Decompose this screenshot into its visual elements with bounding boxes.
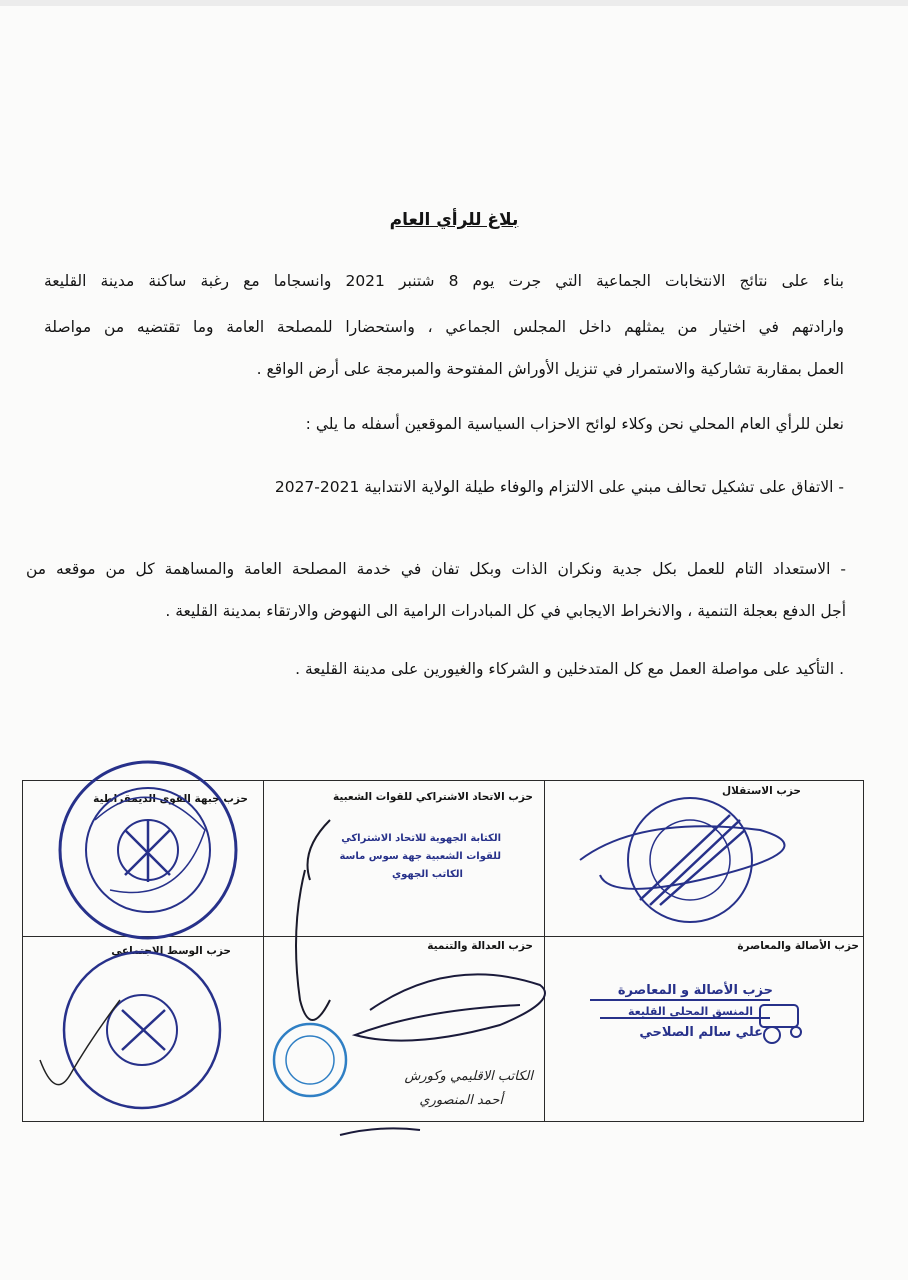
stamp-pam-line-3: علي سالم الصلاحي xyxy=(639,1025,763,1040)
agreement-item-1: - الاتفاق على تشكيل تحالف مبني على الالتزام والوفاء طيلة الولاية الانتدابية 2021-2027 xyxy=(274,478,844,496)
paragraph-line-3: العمل بمقاربة تشاركية والاستمرار في تنزيل الأوراش المفتوحة والمبرمجة على أرض الواقع . xyxy=(256,360,844,378)
paragraph-line-1: بناء على نتائج الانتخابات الجماعية التي جرت يوم 8 شتنبر 2021 وانسجاما مع رغبة ساكنة مدينة القليعة xyxy=(44,272,844,290)
stamp-pam-line-1: حزب الأصالة و المعاصرة xyxy=(617,983,773,998)
stamp-pam-line-2: المنسق المحلي القليعة xyxy=(627,1005,753,1018)
seal-wasat-icon xyxy=(40,952,220,1108)
party-label-pam: حزب الأصالة والمعاصرة xyxy=(737,940,859,952)
party-label-usfp: حزب الاتحاد الاشتراكي للقوات الشعبية xyxy=(332,791,533,803)
seal-istiqlal-icon xyxy=(580,798,785,922)
seal-pam-icon xyxy=(590,1000,801,1043)
seal-pjd-icon xyxy=(274,1024,346,1096)
handwritten-pjd-line-1: الكاتب الاقليمي وكورش xyxy=(404,1069,533,1084)
stamp-usfp-line-2: للقوات الشعبية جهة سوس ماسة xyxy=(339,851,501,862)
signature-usfp-icon xyxy=(296,820,330,1020)
agreement-item-2-cont: أجل الدفع بعجلة التنمية ، والانخراط الايجابي في كل المبادرات الرامية الى النهوض والارتقاء بمدينة القليعة . xyxy=(165,602,846,620)
party-label-ffd: حزب جبهة القوى الديمقراطية xyxy=(93,793,248,805)
seal-ffd-icon xyxy=(60,762,236,938)
agreement-item-3: . التأكيد على مواصلة العمل مع كل المتدخلين و الشركاء والغيورين على مدينة القليعة . xyxy=(295,660,844,678)
signature-pjd-icon xyxy=(340,974,545,1135)
agreement-item-2: - الاستعداد التام للعمل بكل جدية ونكران الذات وبكل تفان في خدمة المصلحة العامة والمساهمة كل من موقعه من xyxy=(26,560,846,578)
stamp-usfp-line-1: الكتابة الجهوية للاتحاد الاشتراكي xyxy=(341,833,501,844)
paragraph-line-4: نعلن للرأي العام المحلي نحن وكلاء لوائح الاحزاب السياسية الموقعين أسفله ما يلي : xyxy=(305,415,844,433)
document-title: بلاغ للرأي العام xyxy=(389,210,519,230)
party-label-wasat: حزب الوسط الاجتماعي xyxy=(111,945,231,957)
party-label-pjd: حزب العدالة والتنمية xyxy=(427,940,533,952)
paragraph-line-2: وارادتهم في اختيار من يمثلهم داخل المجلس الجماعي ، واستحضارا للمصلحة العامة وما تقتضيه من مواصلة xyxy=(44,318,844,336)
party-label-istiqlal: حزب الاستقلال xyxy=(722,785,801,797)
stamp-usfp-line-3: الكاتب الجهوي xyxy=(391,869,463,880)
handwritten-pjd-line-2: أحمد المنصوري xyxy=(419,1093,503,1108)
